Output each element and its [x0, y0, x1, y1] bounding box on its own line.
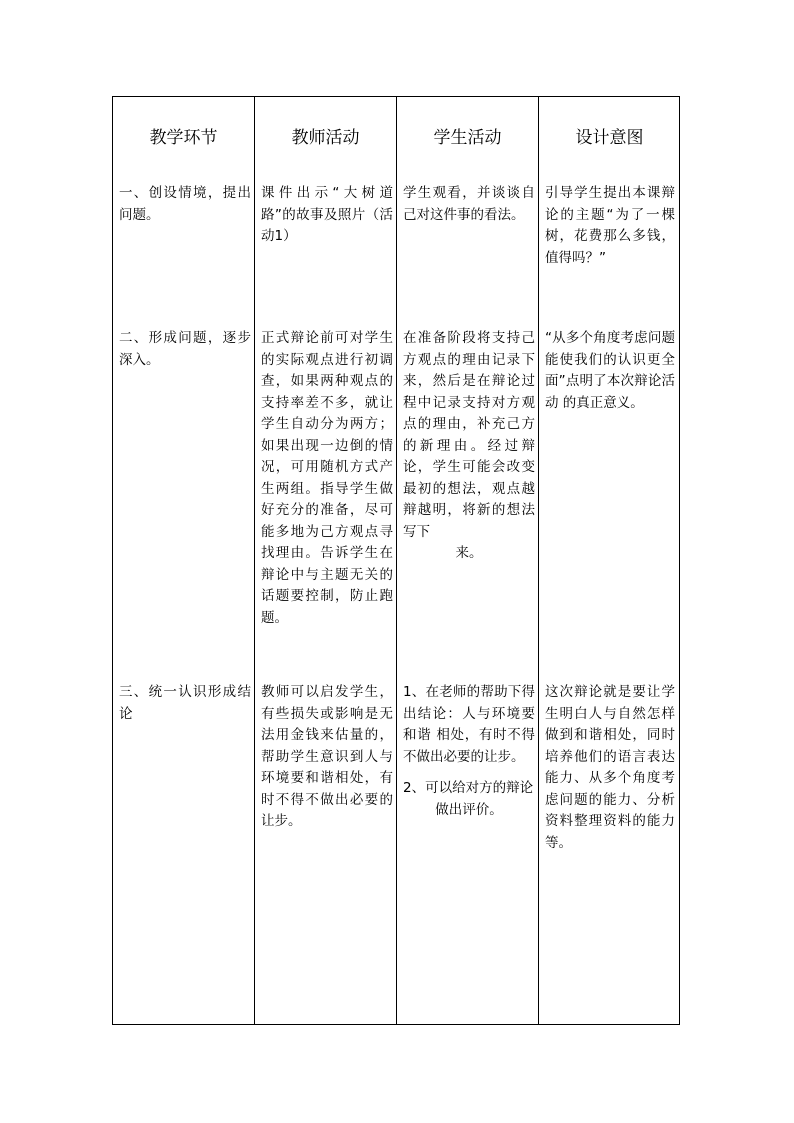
row3-student: [403, 682, 535, 821]
row1-teacher: 课件出示“大树道路”的故事及照片（活动1）: [261, 185, 393, 244]
row2-student-tail: 来。: [455, 545, 483, 561]
row3-teacher: 教师可以启发学生，有些损失或影响是无法用金钱来估量的，帮助学生意识到人与环境要和谐相处，有时不得不做出必要的让步。: [261, 684, 393, 829]
row3-student-point-1: 1、在老师的帮助下得出结论：人与环境要和谐 相处，有时不得不做出必要的让步。: [403, 684, 535, 765]
column-divider: [396, 97, 397, 1024]
row2-student-text: 在准备阶段将支持己方观点的理由记录下来，然后是在辩论过程中记录支持对方观点的理由，补充己方的新理由。经过辩论，学生可能会改变最初的想法，观点越辩越明，将新的想法写下: [403, 330, 535, 540]
lesson-plan-table: [112, 96, 680, 1025]
row3-stage: 三、统一认识形成结论: [119, 684, 251, 722]
row2-teacher: 正式辩论前可对学生的实际观点进行初调查，如果两种观点的支持率差不多，就让学生自动分为两方；如果出现一边倒的情况，可用随机方式产生两组。指导学生做好充分的准备，尽可能多地为己方观点寻找理由。告诉学生在辩论中与主题无关的话题要控制，防止跑题。: [261, 330, 393, 626]
row1-student: 学生观看，并谈谈自己对这件事的看法。: [403, 185, 535, 223]
header-teacher-activity: 教师活动: [291, 128, 360, 148]
row2-stage: 二、形成问题，逐步深入。: [119, 330, 251, 368]
row3-intent: 这次辩论就是要让学生明白人与自然怎样做到和谐相处，同时培养他们的语言表达能力、从多个角度考虑问题的能力、分析资料整理资料的能力等。: [545, 684, 675, 851]
row3-student-point-2-tail: 做出评价。: [435, 801, 503, 818]
column-divider: [254, 97, 255, 1024]
row1-stage: 一、创设情境，提出问题。: [119, 185, 251, 223]
row3-student-point-2: 2、可以给对方的辩论: [403, 780, 534, 796]
header-teaching-stage: 教学环节: [149, 128, 218, 148]
row1-intent: 引导学生提出本课辩论的主题“为了一棵树，花费那么多钱，值得吗？”: [545, 185, 675, 266]
header-student-activity: 学生活动: [433, 128, 502, 148]
column-divider: [538, 97, 539, 1024]
row2-student: [403, 328, 535, 565]
header-design-intent: 设计意图: [575, 128, 644, 148]
row2-intent: “从多个角度考虑问题能使我们的认识更全面”点明了本次辩论活动 的真正意义。: [545, 330, 675, 411]
